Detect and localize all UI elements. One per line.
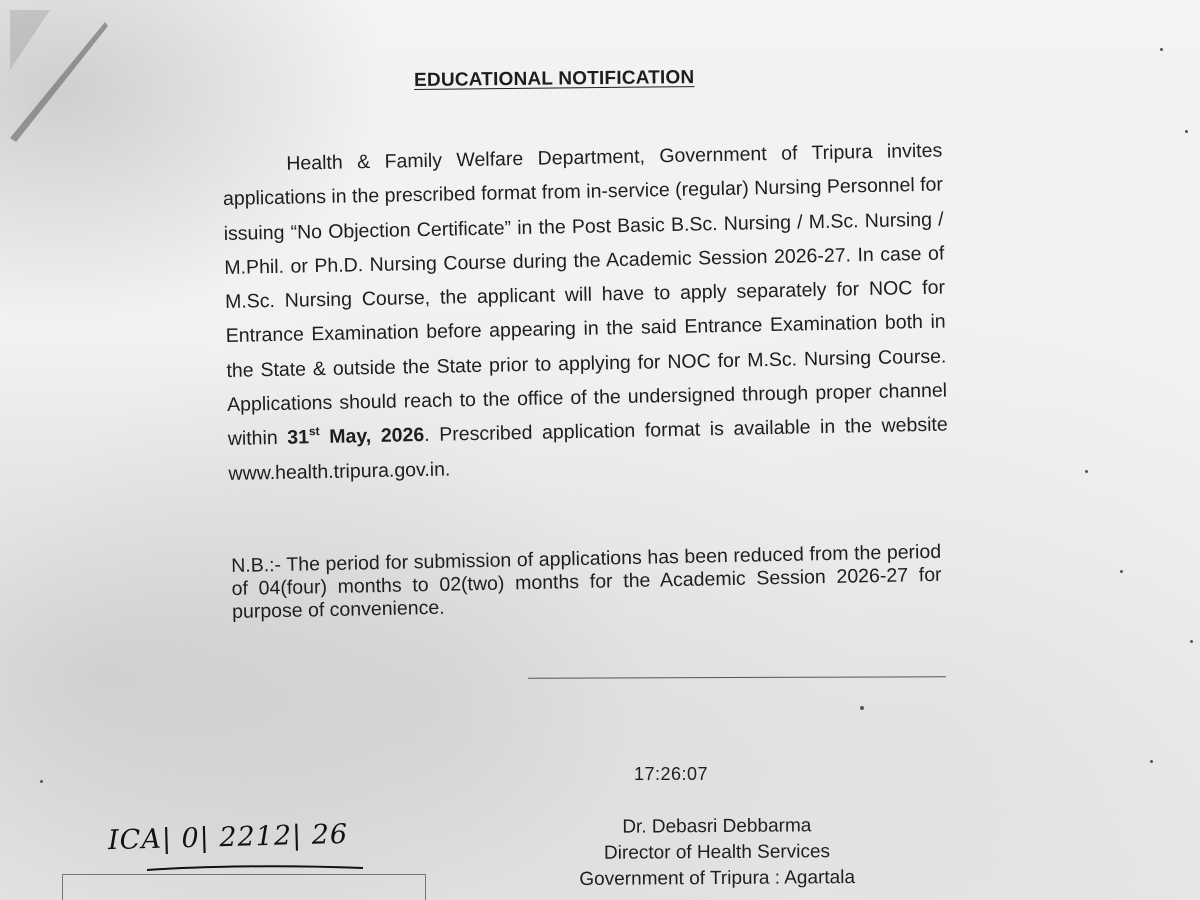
signatory-designation: Director of Health Services [603,841,831,864]
nb-note: N.B.:- The period for submission of applications has been reduced from the period of 04(four) months to 02(two) months for the Academic Session 2026-27 for purpose of convenience. [231,540,942,623]
signature-line [528,676,946,678]
signatory-block [552,813,883,893]
notification-title: EDUCATIONAL NOTIFICATION [414,67,695,91]
signatory-office: Government of Tripura : Agartala [579,867,856,890]
signatory-name: Dr. Debasri Debbarma [622,815,812,838]
deadline-date: 31st May, 2026 [287,424,425,450]
handwritten-reference-number: ICA| 0| 2212| 26 [107,818,349,857]
paper-fold-mark [10,10,120,150]
bottom-stamp-box [62,874,426,900]
body-text-part1: Health & Family Welfare Department, Government of Tripura invites applications in the prescribed format from in-service (regular) Nursing Personnel for issuing “No Objection Certificate” in the Post Basic B.Sc. Nursing / M.Sc. Nursing / M.Phil. or Ph.D. Nursing Course during the Academic Session 2026-27. In case of M.Sc. Nursing Course, the applicant will have to apply separately for NOC for Entrance Examination before appearing in the said Entrance Examination both in the State & outside the State prior to applying for NOC for M.Sc. Nursing Course. Applications should reach to the office of the undersigned through proper channel within [222,139,948,451]
signature-timestamp: 17:26:07 [634,764,709,784]
notification-body [222,134,949,491]
body-text-part2: . Prescribed application format is available in the website www.health.tripura.gov.in. [228,413,948,485]
